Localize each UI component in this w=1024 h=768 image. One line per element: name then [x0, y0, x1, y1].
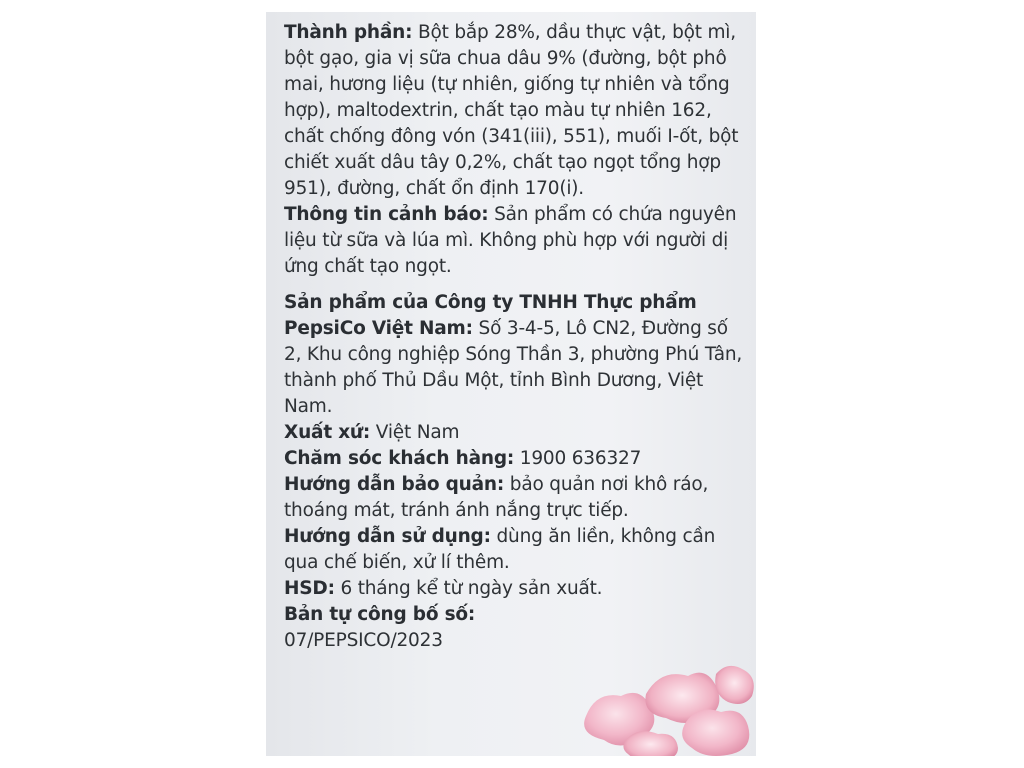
storage-text: bảo quản nơi khô ráo, thoáng mát, tránh ánh nắng trực tiếp.: [284, 474, 709, 521]
storage-paragraph: [284, 472, 746, 524]
section-gap: [284, 280, 746, 290]
care-heading: Chăm sóc khách hàng:: [284, 448, 515, 469]
snack-piece: [715, 666, 754, 704]
usage-text: dùng ăn liền, không cần qua chế biến, xử lí thêm.: [284, 526, 716, 573]
maker-address: Số 3-4-5, Lô CN2, Đường số 2, Khu công nghiệp Sóng Thần 3, phường Phú Tân, thành phố Thủ Dầu Một, tỉnh Bình Dương, Việt Nam.: [284, 318, 743, 417]
declaration-heading: Bản tự công bố số:: [284, 604, 476, 625]
expiry-heading: HSD:: [284, 578, 335, 599]
snack-piece: [682, 710, 749, 756]
declaration-number: 07/PEPSICO/2023: [284, 630, 443, 651]
storage-heading: Hướng dẫn bảo quản:: [284, 474, 505, 495]
usage-heading: Hướng dẫn sử dụng:: [284, 526, 491, 547]
expiry-text: 6 tháng kể từ ngày sản xuất.: [340, 578, 603, 599]
care-phone: 1900 636327: [519, 448, 642, 469]
ingredients-heading: Thành phần:: [284, 22, 413, 43]
maker-heading: Sản phẩm của Công ty TNHH Thực phẩm PepsiCo Việt Nam:: [284, 292, 697, 339]
product-label-panel: [266, 12, 756, 756]
care-paragraph: [284, 446, 746, 472]
usage-paragraph: [284, 524, 746, 576]
maker-paragraph: [284, 290, 746, 420]
pink-snack-image: [566, 656, 756, 756]
ingredients-paragraph: [284, 20, 746, 202]
warning-text: Sản phẩm có chứa nguyên liệu từ sữa và lúa mì. Không phù hợp với người dị ứng chất tạo ngọt.: [284, 204, 737, 277]
origin-text: Việt Nam: [375, 422, 460, 443]
warning-paragraph: [284, 202, 746, 280]
origin-heading: Xuất xứ:: [284, 422, 371, 443]
label-text-block: [284, 20, 746, 654]
declaration-paragraph: [284, 602, 746, 654]
expiry-paragraph: [284, 576, 746, 602]
origin-paragraph: [284, 420, 746, 446]
ingredients-text: Bột bắp 28%, dầu thực vật, bột mì, bột gạo, gia vị sữa chua dâu 9% (đường, bột phô mai, hương liệu (tự nhiên, giống tự nhiên và tổng hợp), maltodextrin, chất tạo màu tự nhiên 162, chất chống đông vón (341(iii), 551), muối I-ốt, bột chiết xuất dâu tây 0,2%, chất tạo ngọt tổng hợp 951), đường, chất ổn định 170(i).: [284, 22, 739, 199]
warning-heading: Thông tin cảnh báo:: [284, 204, 489, 225]
